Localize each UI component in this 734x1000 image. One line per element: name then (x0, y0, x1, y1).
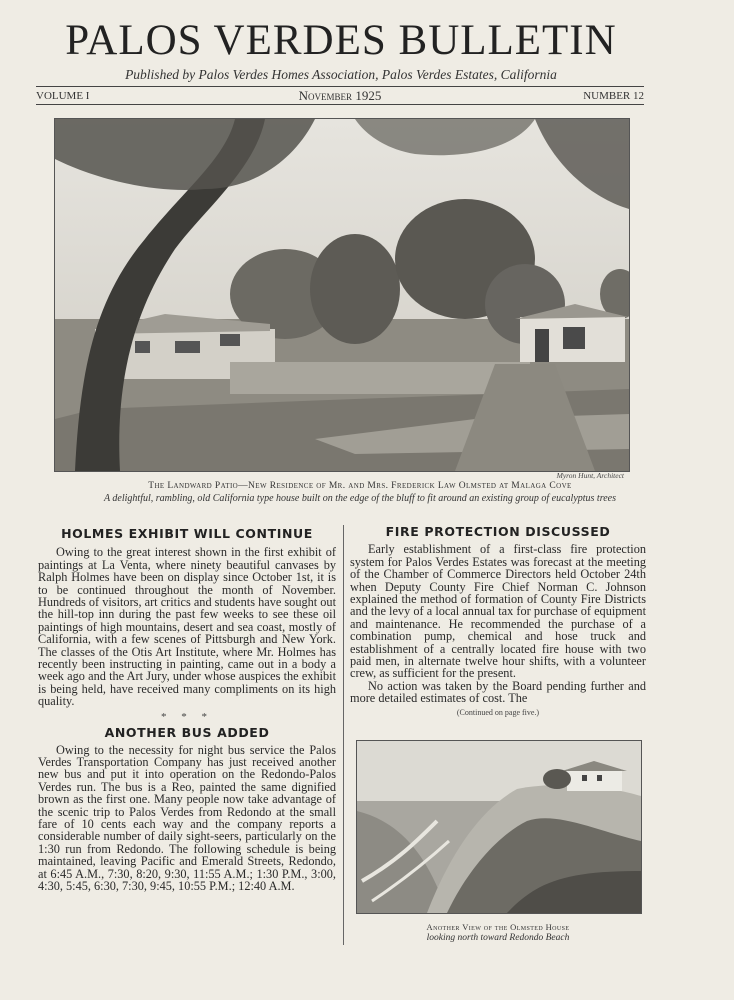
masthead-rule-top (36, 86, 644, 87)
bluff-scene-illustration (357, 741, 641, 913)
holmes-exhibit-heading: HOLMES EXHIBIT WILL CONTINUE (61, 526, 313, 541)
small-photo-caption-text: looking north toward Redondo Beach (426, 933, 570, 943)
photo-credit: Myron Hunt, Architect (556, 471, 624, 480)
bus-added-body: Owing to the necessity for night bus service the Palos Verdes Transportation Company has just received another new bus and put it into operation on the Redondo-Palos Verdes run. The bus is a Reo, painted the same dignified brown as the first one. Many people now take advantage of the scenic trip to Palos Verdes from Redondo at the small fare of 10 cents each way and the company reports a considerable number of daily sight-seers, particularly on the 1:30 run from Redondo. The following schedule is being maintained, leaving Pacific and Emerald Streets, Redondo, at 6:45 A.M., 7:30, 8:20, 9:30, 11:55 A.M.; 1:30 P.M., 3:00, 4:30, 5:45, 6:30, 7:30, 9:45, 10:55 P.M.; 12:40 A.M. (38, 742, 336, 893)
main-photo-olmsted-patio (54, 118, 630, 472)
small-photo-olmsted-bluff (356, 740, 642, 914)
main-photo-caption-text: A delightful, rambling, old California type house built on the edge of the bluff to fit around an existing group of eucalyptus trees (104, 493, 616, 504)
fire-protection-paragraph-2: No action was taken by the Board pending further and more detailed estimates of cost. The (350, 678, 646, 706)
masthead-rule-bottom (36, 104, 644, 105)
patio-scene-illustration (55, 119, 629, 471)
continued-note: (Continued on page five.) (456, 707, 540, 717)
small-photo-caption-title: Another View of the Olmsted House (426, 922, 570, 932)
issue-date: November 1925 (298, 88, 382, 103)
main-photo-caption-title: The Landward Patio—New Residence of Mr. and Mrs. Frederick Law Olmsted at Malaga Cove (148, 481, 572, 491)
right-column (350, 526, 646, 719)
fire-protection-paragraph-1: Early establishment of a first-class fire protection system for Palos Verdes Estates was forecast at the meeting of the Chamber of Commerce Directors held October 24th when Deputy County Fire Chief Norman C. Johnson explained the method of formation of County Fire Districts and the levy of a local annual tax for purchase of equipment and maintenance. He recommended the purchase of a combination pump, chemical and hose truck and establishment of a centrally located fire house with two paid men, in alternate twelve hour shifts, with a volunteer crew, as sufficient for the present. (350, 542, 646, 681)
volume-label: VOLUME I (36, 90, 90, 102)
holmes-exhibit-body: Owing to the great interest shown in the first exhibit of paintings at La Venta, where ninety beautiful canvases by Ralph Holmes have been on display since October 1st, it is to be continued throughout the month of November. Hundreds of visitors, art critics and students have sought out the hill-top inn during the past few weeks to see these oil paintings of high mountains, desert and sea coast, mostly of California, with a few scenes of Pittsburgh and New York. The classes of the Otis Art Institute, where Mr. Holmes has recently been instructing in painting, came out in a body a week ago and the Art Jury, under whose auspices the exhibit is being held, have received many compliments on its high quality. (38, 545, 336, 709)
left-column (38, 528, 336, 892)
masthead-title: PALOS VERDES BULLETIN (65, 17, 617, 64)
masthead-subtitle: Published by Palos Verdes Homes Association, Palos Verdes Estates, California (125, 67, 557, 82)
bus-added-heading: ANOTHER BUS ADDED (104, 725, 270, 741)
article-separator: * * * (161, 710, 213, 723)
fire-protection-heading: FIRE PROTECTION DISCUSSED (385, 524, 611, 539)
column-divider (343, 525, 344, 945)
issue-number: NUMBER 12 (583, 90, 644, 102)
volume-bar (36, 88, 644, 104)
